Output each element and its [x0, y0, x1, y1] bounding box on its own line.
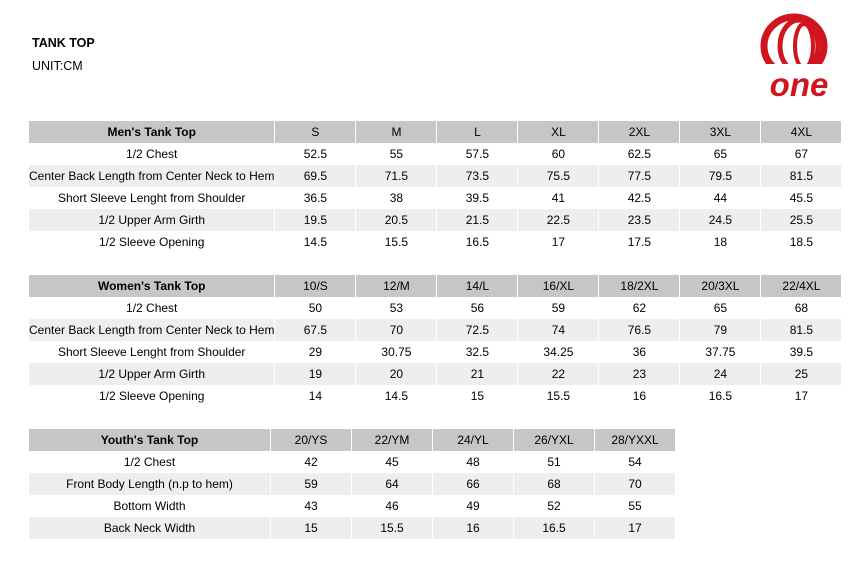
- size-value: 76.5: [599, 319, 680, 341]
- size-value: 22: [518, 363, 599, 385]
- size-header: S: [275, 121, 356, 143]
- size-value: 24: [680, 363, 761, 385]
- size-header: 12/M: [356, 275, 437, 297]
- table-row: [29, 473, 676, 495]
- size-header: 24/YL: [433, 429, 514, 451]
- measurement-label: Front Body Length (n.p to hem): [29, 473, 271, 495]
- measurement-label: 1/2 Sleeve Opening: [29, 231, 275, 253]
- size-value: 77.5: [599, 165, 680, 187]
- size-value: 46: [352, 495, 433, 517]
- size-value: 57.5: [437, 143, 518, 165]
- mens-size-table: [29, 121, 842, 253]
- measurement-label: 1/2 Chest: [29, 297, 275, 319]
- size-value: 54: [595, 451, 676, 473]
- size-value: 67: [761, 143, 842, 165]
- size-value: 59: [518, 297, 599, 319]
- size-value: 18: [680, 231, 761, 253]
- table-header-row: [29, 121, 842, 143]
- measurement-label: 1/2 Upper Arm Girth: [29, 363, 275, 385]
- table-row: [29, 517, 676, 539]
- table-row: [29, 385, 842, 407]
- size-value: 39.5: [761, 341, 842, 363]
- measurement-label: Short Sleeve Lenght from Shoulder: [29, 341, 275, 363]
- unit-label: UNIT:CM: [32, 59, 83, 73]
- size-value: 56: [437, 297, 518, 319]
- measurement-label: Center Back Length from Center Neck to Hem: [29, 165, 275, 187]
- size-value: 37.75: [680, 341, 761, 363]
- table-row: [29, 341, 842, 363]
- size-value: 20.5: [356, 209, 437, 231]
- size-header: 16/XL: [518, 275, 599, 297]
- size-header: 4XL: [761, 121, 842, 143]
- size-value: 62.5: [599, 143, 680, 165]
- size-value: 21.5: [437, 209, 518, 231]
- size-value: 19.5: [275, 209, 356, 231]
- size-value: 60: [518, 143, 599, 165]
- size-value: 51: [514, 451, 595, 473]
- size-value: 16.5: [514, 517, 595, 539]
- size-header: 10/S: [275, 275, 356, 297]
- table-row: [29, 297, 842, 319]
- size-value: 19: [275, 363, 356, 385]
- size-value: 15: [437, 385, 518, 407]
- size-header: 22/4XL: [761, 275, 842, 297]
- page-title: TANK TOP: [32, 36, 95, 50]
- size-value: 45.5: [761, 187, 842, 209]
- size-value: 22.5: [518, 209, 599, 231]
- size-value: 71.5: [356, 165, 437, 187]
- size-value: 68: [514, 473, 595, 495]
- table-row: [29, 143, 842, 165]
- size-value: 44: [680, 187, 761, 209]
- size-header: 18/2XL: [599, 275, 680, 297]
- table-title: Youth's Tank Top: [29, 429, 271, 451]
- size-value: 72.5: [437, 319, 518, 341]
- table-title: Men's Tank Top: [29, 121, 275, 143]
- size-value: 14.5: [275, 231, 356, 253]
- size-value: 36.5: [275, 187, 356, 209]
- measurement-label: 1/2 Chest: [29, 451, 271, 473]
- size-value: 15.5: [356, 231, 437, 253]
- size-header: 20/3XL: [680, 275, 761, 297]
- table-row: [29, 209, 842, 231]
- size-value: 48: [433, 451, 514, 473]
- size-value: 20: [356, 363, 437, 385]
- size-header: 3XL: [680, 121, 761, 143]
- size-value: 69.5: [275, 165, 356, 187]
- size-value: 15.5: [518, 385, 599, 407]
- size-value: 39.5: [437, 187, 518, 209]
- logo-text: one: [769, 66, 829, 100]
- size-value: 79: [680, 319, 761, 341]
- size-value: 42: [271, 451, 352, 473]
- size-value: 73.5: [437, 165, 518, 187]
- size-value: 30.75: [356, 341, 437, 363]
- size-value: 16: [433, 517, 514, 539]
- measurement-label: Short Sleeve Lenght from Shoulder: [29, 187, 275, 209]
- size-value: 66: [433, 473, 514, 495]
- youths-size-table: [29, 429, 676, 539]
- size-value: 65: [680, 143, 761, 165]
- size-value: 18.5: [761, 231, 842, 253]
- size-value: 23: [599, 363, 680, 385]
- measurement-label: Back Neck Width: [29, 517, 271, 539]
- size-value: 50: [275, 297, 356, 319]
- table-header-row: [29, 429, 676, 451]
- size-value: 67.5: [275, 319, 356, 341]
- womens-size-table: [29, 275, 842, 407]
- size-value: 21: [437, 363, 518, 385]
- one-logo: [758, 8, 840, 100]
- table-header-row: [29, 275, 842, 297]
- size-value: 16: [599, 385, 680, 407]
- size-value: 55: [356, 143, 437, 165]
- size-value: 17: [518, 231, 599, 253]
- size-value: 45: [352, 451, 433, 473]
- size-value: 81.5: [761, 319, 842, 341]
- table-row: [29, 495, 676, 517]
- size-header: 2XL: [599, 121, 680, 143]
- measurement-label: Center Back Length from Center Neck to Hem: [29, 319, 275, 341]
- size-value: 15.5: [352, 517, 433, 539]
- size-value: 52.5: [275, 143, 356, 165]
- measurement-label: 1/2 Chest: [29, 143, 275, 165]
- size-value: 70: [356, 319, 437, 341]
- size-header: M: [356, 121, 437, 143]
- size-header: XL: [518, 121, 599, 143]
- size-header: 26/YXL: [514, 429, 595, 451]
- size-value: 25.5: [761, 209, 842, 231]
- size-value: 43: [271, 495, 352, 517]
- table-row: [29, 165, 842, 187]
- measurement-label: Bottom Width: [29, 495, 271, 517]
- size-value: 16.5: [680, 385, 761, 407]
- table-row: [29, 319, 842, 341]
- size-header: 14/L: [437, 275, 518, 297]
- measurement-label: 1/2 Upper Arm Girth: [29, 209, 275, 231]
- size-value: 25: [761, 363, 842, 385]
- size-value: 65: [680, 297, 761, 319]
- size-value: 14: [275, 385, 356, 407]
- size-value: 49: [433, 495, 514, 517]
- size-value: 23.5: [599, 209, 680, 231]
- size-value: 17: [761, 385, 842, 407]
- size-value: 36: [599, 341, 680, 363]
- size-value: 38: [356, 187, 437, 209]
- size-value: 17: [595, 517, 676, 539]
- size-value: 41: [518, 187, 599, 209]
- size-value: 79.5: [680, 165, 761, 187]
- size-value: 55: [595, 495, 676, 517]
- size-value: 34.25: [518, 341, 599, 363]
- size-header: 22/YM: [352, 429, 433, 451]
- size-header: L: [437, 121, 518, 143]
- measurement-label: 1/2 Sleeve Opening: [29, 385, 275, 407]
- table-row: [29, 187, 842, 209]
- size-value: 70: [595, 473, 676, 495]
- size-value: 32.5: [437, 341, 518, 363]
- size-value: 74: [518, 319, 599, 341]
- size-header: 20/YS: [271, 429, 352, 451]
- size-value: 14.5: [356, 385, 437, 407]
- size-value: 17.5: [599, 231, 680, 253]
- table-row: [29, 231, 842, 253]
- size-value: 75.5: [518, 165, 599, 187]
- size-value: 16.5: [437, 231, 518, 253]
- table-title: Women's Tank Top: [29, 275, 275, 297]
- size-value: 62: [599, 297, 680, 319]
- size-value: 29: [275, 341, 356, 363]
- size-value: 52: [514, 495, 595, 517]
- size-value: 15: [271, 517, 352, 539]
- size-value: 53: [356, 297, 437, 319]
- size-value: 42.5: [599, 187, 680, 209]
- size-header: 28/YXXL: [595, 429, 676, 451]
- size-value: 59: [271, 473, 352, 495]
- size-value: 81.5: [761, 165, 842, 187]
- size-value: 24.5: [680, 209, 761, 231]
- size-value: 68: [761, 297, 842, 319]
- table-row: [29, 451, 676, 473]
- table-row: [29, 363, 842, 385]
- size-value: 64: [352, 473, 433, 495]
